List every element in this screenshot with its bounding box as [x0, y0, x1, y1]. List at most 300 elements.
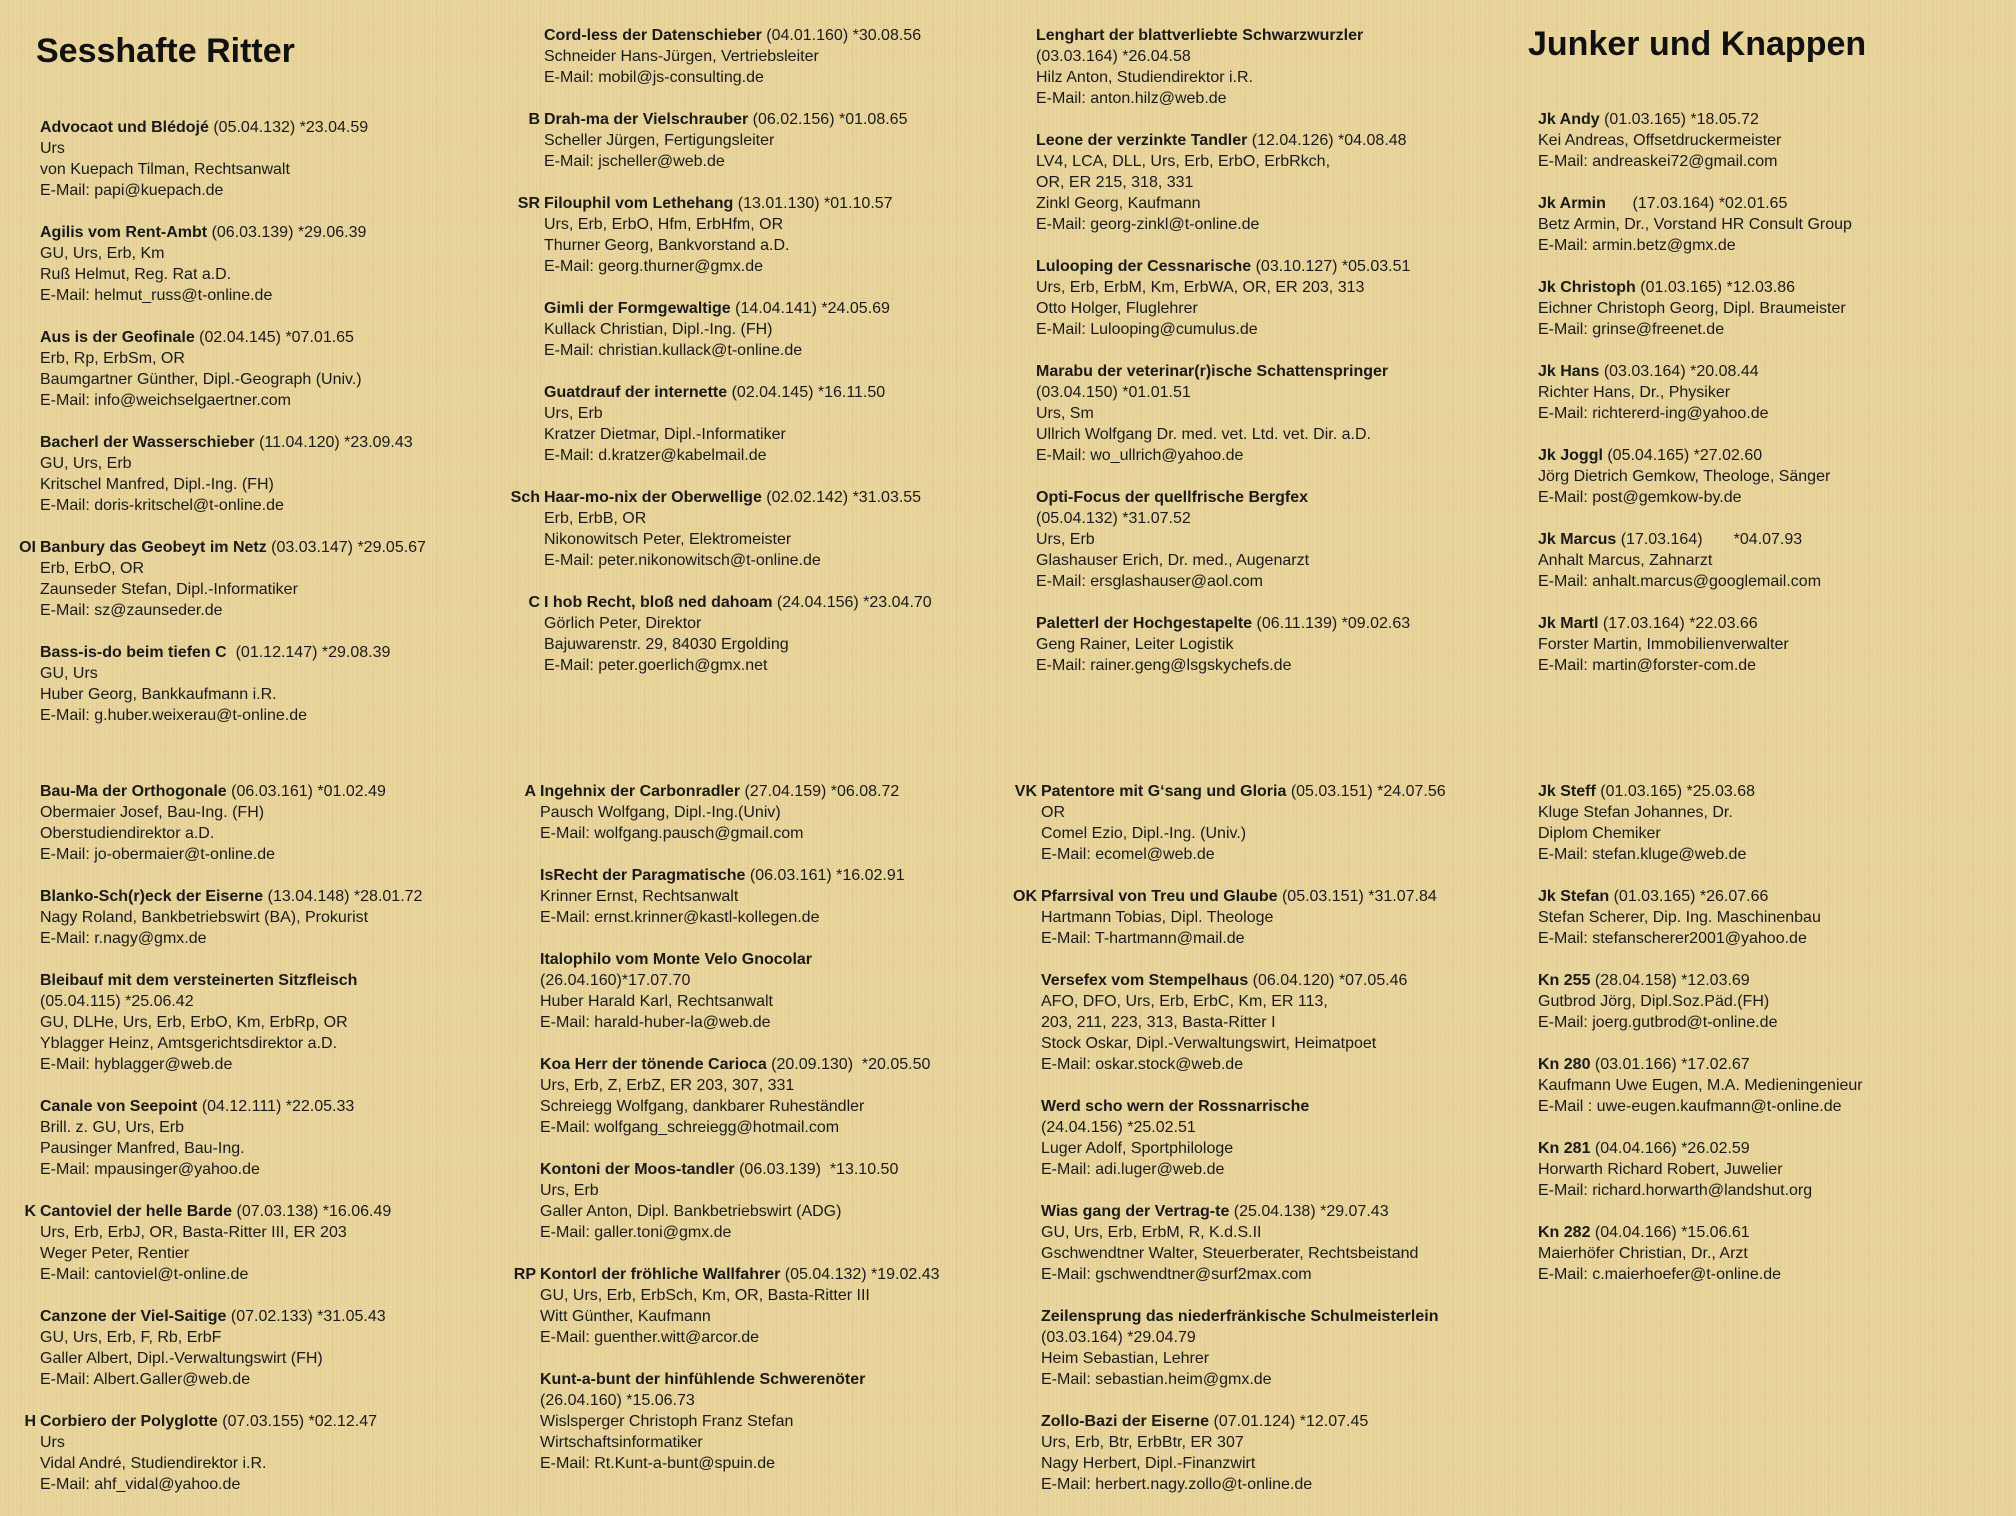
entry-email: E-Mail: r.nagy@gmx.de: [40, 930, 207, 947]
entry-dates: (20.09.130) *20.05.50: [766, 1056, 931, 1073]
entry-dates: (03.03.164) *20.08.44: [1599, 363, 1759, 380]
member-entry: [1538, 529, 2016, 592]
entry-detail-line: Kaufmann Uwe Eugen, M.A. Medieningenieur: [1538, 1077, 1863, 1094]
entry-mark: OK: [1013, 888, 1037, 905]
column-3-bottom: [1013, 781, 1531, 1516]
entry-header: [540, 1264, 1030, 1285]
entry-dates: (07.02.133) *31.05.43: [226, 1308, 386, 1325]
entry-header: [544, 592, 1034, 613]
knight-name: Bacherl der Wasserschieber: [40, 434, 255, 451]
knight-name: Lulooping der Cessnarische: [1036, 258, 1252, 275]
knight-name: Koa Herr der tönende Carioca: [540, 1056, 767, 1073]
entry-dates: (13.01.130) *01.10.57: [733, 195, 893, 212]
entry-detail-line: Urs, Erb, ErbO, Hfm, ErbHfm, OR: [544, 216, 784, 233]
entry-detail-line: Geng Rainer, Leiter Logistik: [1036, 636, 1234, 653]
entry-mark: VK: [1014, 783, 1037, 800]
entry-header: [544, 193, 1034, 214]
entry-detail-line: Urs, Erb: [540, 1182, 599, 1199]
knight-name: Opti-Focus der quellfrische Bergfex: [1036, 489, 1309, 506]
entry-email: E-Mail: ecomel@web.de: [1041, 846, 1215, 863]
column-1-bottom: [24, 781, 530, 1516]
entry-dates: (04.04.166) *26.02.59: [1590, 1140, 1750, 1157]
entry-dates: (05.04.165) *27.02.60: [1602, 447, 1763, 464]
entry-email: E-Mail: armin.betz@gmx.de: [1538, 237, 1736, 254]
column-4-top: [1538, 109, 2016, 697]
entry-detail-line: Betz Armin, Dr., Vorstand HR Consult Group: [1538, 216, 1852, 233]
entry-header: [1036, 361, 1526, 382]
entry-header: [1538, 1222, 2016, 1243]
entry-email: E-Mail: jo-obermaier@t-online.de: [40, 846, 275, 863]
knight-name: Kn 282: [1538, 1224, 1591, 1241]
entry-header: [540, 865, 1030, 886]
entry-mark: SR: [517, 195, 540, 212]
entry-detail-line: Galler Albert, Dipl.-Verwaltungswirt (FH): [40, 1350, 323, 1367]
column-3-top: [1036, 25, 1526, 697]
entry-detail-line: (05.04.132) *31.07.52: [1036, 510, 1191, 527]
entry-dates: (05.04.132) *19.02.43: [780, 1266, 940, 1283]
entry-detail-line: Urs: [40, 140, 65, 157]
entry-dates: (14.04.141) *24.05.69: [730, 300, 890, 317]
entry-email: E-Mail: anhalt.marcus@googlemail.com: [1538, 573, 1822, 590]
entry-detail-line: GU, Urs, Erb, ErbM, R, K.d.S.II: [1041, 1224, 1262, 1241]
member-entry: [1538, 613, 2016, 676]
entry-email: E-Mail: guenther.witt@arcor.de: [540, 1329, 760, 1346]
entry-header: [1538, 193, 2016, 214]
entry-header: [540, 1369, 1030, 1390]
member-entry: [40, 327, 530, 411]
entry-header: [40, 432, 530, 453]
entry-detail-line: Obermaier Josef, Bau-Ing. (FH): [40, 804, 265, 821]
entry-dates: (02.04.145) *07.01.65: [194, 329, 354, 346]
knight-name: Kn 255: [1538, 972, 1591, 989]
knight-name: Advocaot und Blédojé: [40, 119, 209, 136]
entry-email: E-Mail: ersglashauser@aol.com: [1036, 573, 1263, 590]
knight-name: Kn 281: [1538, 1140, 1591, 1157]
entry-mark: H: [24, 1413, 36, 1430]
member-entry: [540, 865, 1030, 928]
entry-detail-line: Nikonowitsch Peter, Elektromeister: [544, 531, 792, 548]
member-entry: [1538, 445, 2016, 508]
entry-dates: (05.03.151) *24.07.56: [1286, 783, 1446, 800]
entry-detail-line: Krinner Ernst, Rechtsanwalt: [540, 888, 739, 905]
knight-name: Cantoviel der helle Barde: [40, 1203, 233, 1220]
entry-dates: (03.10.127) *05.03.51: [1251, 258, 1411, 275]
entry-header: [1538, 277, 2016, 298]
entry-header: [40, 117, 530, 138]
entry-header: [40, 327, 530, 348]
entry-dates: (01.03.165) *26.07.66: [1609, 888, 1769, 905]
entry-email: E-Mail: rainer.geng@lsgskychefs.de: [1036, 657, 1292, 674]
knight-name: I hob Recht, bloß ned dahoam: [544, 594, 773, 611]
entry-dates: (05.03.151) *31.07.84: [1277, 888, 1437, 905]
member-entry: [1538, 886, 2016, 949]
entry-dates: (25.04.138) *29.07.43: [1229, 1203, 1389, 1220]
knight-name: Jk Christoph: [1538, 279, 1636, 296]
knight-name: Jk Martl: [1538, 615, 1599, 632]
entry-mark: C: [528, 594, 540, 611]
entry-header: [1538, 886, 2016, 907]
entry-detail-line: von Kuepach Tilman, Rechtsanwalt: [40, 161, 290, 178]
entry-header: [40, 1201, 530, 1222]
entry-detail-line: Oberstudiendirektor a.D.: [40, 825, 215, 842]
entry-detail-line: Schneider Hans-Jürgen, Vertriebsleiter: [544, 48, 819, 65]
entry-detail-line: (26.04.160) *15.06.73: [540, 1392, 695, 1409]
entry-detail-line: Zinkl Georg, Kaufmann: [1036, 195, 1201, 212]
member-entry: [1036, 361, 1526, 466]
entry-dates: (24.04.156) *23.04.70: [772, 594, 932, 611]
entry-dates: (06.04.120) *07.05.46: [1248, 972, 1408, 989]
knight-name: Paletterl der Hochgestapelte: [1036, 615, 1253, 632]
entry-detail-line: Weger Peter, Rentier: [40, 1245, 190, 1262]
member-entry: [40, 642, 530, 726]
entry-dates: (12.04.126) *04.08.48: [1247, 132, 1407, 149]
member-entry: [1036, 613, 1526, 676]
entry-detail-line: GU, Urs, Erb, F, Rb, ErbF: [40, 1329, 222, 1346]
member-entry: [40, 1096, 530, 1180]
entry-header: [40, 970, 530, 991]
column-4-bottom: [1538, 781, 2016, 1306]
knight-name: Bass-is-do beim tiefen C: [40, 644, 227, 661]
knight-name: Marabu der veterinar(r)ische Schattenspringer: [1036, 363, 1389, 380]
entry-email: E-Mail: peter.goerlich@gmx.net: [544, 657, 768, 674]
member-entry: [40, 886, 530, 949]
entry-header: [1041, 1411, 1531, 1432]
entry-detail-line: GU, Urs: [40, 665, 98, 682]
entry-detail-line: Bajuwarenstr. 29, 84030 Ergolding: [544, 636, 789, 653]
member-entry: [1538, 193, 2016, 256]
entry-email: E-Mail: ahf_vidal@yahoo.de: [40, 1476, 241, 1493]
entry-dates: (01.03.165) *12.03.86: [1635, 279, 1796, 296]
entry-email: E-Mail: sz@zaunseder.de: [40, 602, 223, 619]
entry-dates: (17.03.164) *02.01.65: [1605, 195, 1788, 212]
entry-detail-line: GU, DLHe, Urs, Erb, ErbO, Km, ErbRp, OR: [40, 1014, 348, 1031]
entry-header: [1041, 886, 1531, 907]
entry-header: [1538, 970, 2016, 991]
entry-email: E-Mail: anton.hilz@web.de: [1036, 90, 1227, 107]
entry-detail-line: Brill. z. GU, Urs, Erb: [40, 1119, 185, 1136]
entry-detail-line: Otto Holger, Fluglehrer: [1036, 300, 1198, 317]
entry-email: E-Mail: jscheller@web.de: [544, 153, 725, 170]
entry-detail-line: Urs, Erb: [1036, 531, 1095, 548]
entry-email: E-Mail: martin@forster-com.de: [1538, 657, 1757, 674]
entry-header: [544, 109, 1034, 130]
member-entry: [40, 781, 530, 865]
member-entry: [528, 592, 1034, 676]
member-entry: [1538, 970, 2016, 1033]
member-entry: [40, 222, 530, 306]
entry-email: E-Mail: Rt.Kunt-a-bunt@spuin.de: [540, 1455, 776, 1472]
entry-email: E-Mail: d.kratzer@kabelmail.de: [544, 447, 767, 464]
entry-detail-line: Kratzer Dietmar, Dipl.-Informatiker: [544, 426, 786, 443]
knight-name: Jk Andy: [1538, 111, 1600, 128]
entry-mark: A: [524, 783, 536, 800]
entry-email: E-Mail: wolfgang_schreiegg@hotmail.com: [540, 1119, 840, 1136]
entry-email: E-Mail: georg.thurner@gmx.de: [544, 258, 763, 275]
entry-detail-line: Ullrich Wolfgang Dr. med. vet. Ltd. vet. Dir. a.D.: [1036, 426, 1371, 443]
member-entry: [1036, 487, 1526, 592]
member-entry: [510, 487, 1034, 571]
entry-mark: RP: [513, 1266, 536, 1283]
entry-dates: (04.12.111) *22.05.33: [197, 1098, 355, 1115]
entry-detail-line: GU, Urs, Erb: [40, 455, 132, 472]
entry-email: E-Mail: info@weichselgaertner.com: [40, 392, 292, 409]
entry-header: [1538, 613, 2016, 634]
entry-dates: (02.04.145) *16.11.50: [727, 384, 886, 401]
entry-header: [540, 949, 1030, 970]
member-entry: [1041, 1306, 1531, 1390]
column-2-bottom: [513, 781, 1030, 1495]
entry-detail-line: Huber Georg, Bankkaufmann i.R.: [40, 686, 277, 703]
entry-detail-line: OR, ER 215, 318, 331: [1036, 174, 1194, 191]
knight-name: Bleibauf mit dem versteinerten Sitzfleisch: [40, 972, 358, 989]
member-entry: [1538, 109, 2016, 172]
entry-header: [40, 1411, 530, 1432]
entry-detail-line: Nagy Herbert, Dipl.-Finanzwirt: [1041, 1455, 1256, 1472]
entry-detail-line: Urs, Erb, Btr, ErbBtr, ER 307: [1041, 1434, 1244, 1451]
entry-header: [1036, 613, 1526, 634]
entry-header: [40, 1306, 530, 1327]
entry-detail-line: Jörg Dietrich Gemkow, Theologe, Sänger: [1538, 468, 1831, 485]
entry-dates: (04.01.160) *30.08.56: [761, 27, 922, 44]
entry-detail-line: Horwarth Richard Robert, Juwelier: [1538, 1161, 1783, 1178]
entry-detail-line: Richter Hans, Dr., Physiker: [1538, 384, 1731, 401]
entry-detail-line: Eichner Christoph Georg, Dipl. Braumeister: [1538, 300, 1846, 317]
knight-name: Blanko-Sch(r)eck der Eiserne: [40, 888, 264, 905]
knight-name: Haar-mo-nix der Oberwellige: [544, 489, 762, 506]
knight-name: Wias gang der Vertrag-te: [1041, 1203, 1230, 1220]
entry-dates: (27.04.159) *06.08.72: [740, 783, 900, 800]
entry-dates: (11.04.120) *23.09.43: [254, 434, 413, 451]
entry-detail-line: Pausch Wolfgang, Dipl.-Ing.(Univ): [540, 804, 781, 821]
member-entry: [544, 298, 1034, 361]
column-2-top: [510, 25, 1034, 697]
member-entry: [40, 970, 530, 1075]
member-entry: [1014, 781, 1531, 865]
member-entry: [1041, 1201, 1531, 1285]
entry-dates: (07.03.138) *16.06.49: [232, 1203, 392, 1220]
entry-email: E-Mail: richard.horwarth@landshut.org: [1538, 1182, 1813, 1199]
column-1-top: [19, 117, 530, 747]
member-entry: [1538, 1138, 2016, 1201]
member-entry: [540, 1369, 1030, 1474]
member-entry: [19, 537, 530, 621]
entry-header: [1036, 256, 1526, 277]
entry-email: E-Mail: richtererd-ing@yahoo.de: [1538, 405, 1769, 422]
entry-dates: (13.04.148) *28.01.72: [263, 888, 423, 905]
entry-mark: K: [24, 1203, 36, 1220]
knight-name: Jk Stefan: [1538, 888, 1610, 905]
entry-header: [540, 781, 1030, 802]
knight-name: Lenghart der blattverliebte Schwarzwurzler: [1036, 27, 1364, 44]
entry-detail-line: Comel Ezio, Dipl.-Ing. (Univ.): [1041, 825, 1247, 842]
entry-header: [544, 487, 1034, 508]
entry-email: E-Mail: stefan.kluge@web.de: [1538, 846, 1747, 863]
member-entry: [40, 117, 530, 201]
entry-detail-line: Kei Andreas, Offsetdruckermeister: [1538, 132, 1782, 149]
knight-name: Filouphil vom Lethehang: [544, 195, 734, 212]
knight-name: Canale von Seepoint: [40, 1098, 198, 1115]
entry-detail-line: (05.04.115) *25.06.42: [40, 993, 194, 1010]
entry-dates: (04.04.166) *15.06.61: [1590, 1224, 1750, 1241]
entry-header: [1041, 781, 1531, 802]
entry-email: E-Mail: wo_ullrich@yahoo.de: [1036, 447, 1244, 464]
entry-detail-line: Hartmann Tobias, Dipl. Theologe: [1041, 909, 1274, 926]
entry-email: E-Mail: georg-zinkl@t-online.de: [1036, 216, 1260, 233]
entry-dates: (03.03.147) *29.05.67: [266, 539, 426, 556]
entry-dates: (06.11.139) *09.02.63: [1252, 615, 1411, 632]
entry-header: [40, 1096, 530, 1117]
entry-detail-line: (03.04.150) *01.01.51: [1036, 384, 1191, 401]
entry-detail-line: Hilz Anton, Studiendirektor i.R.: [1036, 69, 1253, 86]
entry-email: E-Mail: Albert.Galler@web.de: [40, 1371, 251, 1388]
entry-detail-line: Diplom Chemiker: [1538, 825, 1661, 842]
entry-detail-line: Erb, Rp, ErbSm, OR: [40, 350, 185, 367]
knight-name: Cord-less der Datenschieber: [544, 27, 762, 44]
heading-sesshafte-ritter: Sesshafte Ritter: [36, 32, 295, 70]
entry-header: [1036, 487, 1526, 508]
entry-dates: (06.03.139) *13.10.50: [734, 1161, 899, 1178]
entry-header: [1538, 529, 2016, 550]
entry-detail-line: (03.03.164) *29.04.79: [1041, 1329, 1196, 1346]
entry-detail-line: Gutbrod Jörg, Dipl.Soz.Päd.(FH): [1538, 993, 1770, 1010]
member-entry: [40, 432, 530, 516]
entry-header: [1041, 1201, 1531, 1222]
entry-header: [540, 1159, 1030, 1180]
entry-detail-line: Luger Adolf, Sportphilologe: [1041, 1140, 1234, 1157]
knight-name: Kunt-a-bunt der hinfühlende Schwerenöter: [540, 1371, 866, 1388]
knight-name: Zollo-Bazi der Eiserne: [1041, 1413, 1210, 1430]
entry-detail-line: Vidal André, Studiendirektor i.R.: [40, 1455, 267, 1472]
knight-name: Aus is der Geofinale: [40, 329, 195, 346]
entry-email: E-Mail: peter.nikonowitsch@t-online.de: [544, 552, 821, 569]
entry-detail-line: Urs, Erb, ErbM, Km, ErbWA, OR, ER 203, 313: [1036, 279, 1365, 296]
entry-dates: (03.01.166) *17.02.67: [1590, 1056, 1750, 1073]
member-entry: [1041, 1411, 1531, 1495]
entry-detail-line: (24.04.156) *25.02.51: [1041, 1119, 1196, 1136]
knight-name: Italophilo vom Monte Velo Gnocolar: [540, 951, 813, 968]
entry-detail-line: Galler Anton, Dipl. Bankbetriebswirt (ADG): [540, 1203, 842, 1220]
entry-detail-line: Gschwendtner Walter, Steuerberater, Rechtsbeistand: [1041, 1245, 1419, 1262]
entry-detail-line: Stefan Scherer, Dip. Ing. Maschinenbau: [1538, 909, 1821, 926]
member-entry: [1036, 25, 1526, 109]
entry-header: [40, 537, 530, 558]
entry-detail-line: Baumgartner Günther, Dipl.-Geograph (Univ.): [40, 371, 362, 388]
entry-email: E-Mail: Lulooping@cumulus.de: [1036, 321, 1258, 338]
entry-email: E-Mail: helmut_russ@t-online.de: [40, 287, 273, 304]
entry-detail-line: Witt Günther, Kaufmann: [540, 1308, 711, 1325]
entry-dates: (07.01.124) *12.07.45: [1209, 1413, 1369, 1430]
member-entry: [544, 382, 1034, 466]
member-entry: [1538, 781, 2016, 865]
entry-email: E-Mail: andreaskei72@gmail.com: [1538, 153, 1778, 170]
entry-detail-line: 203, 211, 223, 313, Basta-Ritter I: [1041, 1014, 1276, 1031]
knight-name: IsRecht der Paragmatische: [540, 867, 746, 884]
entry-email: E-Mail: oskar.stock@web.de: [1041, 1056, 1244, 1073]
entry-header: [540, 1054, 1030, 1075]
entry-detail-line: Heim Sebastian, Lehrer: [1041, 1350, 1210, 1367]
entry-header: [1041, 1306, 1531, 1327]
member-entry: [1538, 361, 2016, 424]
entry-header: [1041, 1096, 1531, 1117]
entry-detail-line: OR: [1041, 804, 1065, 821]
entry-header: [544, 382, 1034, 403]
entry-header: [544, 298, 1034, 319]
knight-name: Ingehnix der Carbonradler: [540, 783, 741, 800]
member-entry: [1538, 1222, 2016, 1285]
entry-email: E-Mail: joerg.gutbrod@t-online.de: [1538, 1014, 1778, 1031]
knight-name: Drah-ma der Vielschrauber: [544, 111, 749, 128]
entry-header: [1538, 781, 2016, 802]
member-entry: [24, 1201, 530, 1285]
knight-name: Banbury das Geobeyt im Netz: [40, 539, 267, 556]
knight-name: Gimli der Formgewaltige: [544, 300, 731, 317]
member-entry: [1036, 130, 1526, 235]
knight-name: Jk Marcus: [1538, 531, 1617, 548]
entry-detail-line: Kluge Stefan Johannes, Dr.: [1538, 804, 1733, 821]
entry-header: [1036, 130, 1526, 151]
knight-name: Versefex vom Stempelhaus: [1041, 972, 1249, 989]
entry-email: E-Mail: ernst.krinner@kastl-kollegen.de: [540, 909, 820, 926]
member-entry: [1036, 256, 1526, 340]
entry-detail-line: Scheller Jürgen, Fertigungsleiter: [544, 132, 775, 149]
entry-header: [1538, 1138, 2016, 1159]
member-entry: [517, 193, 1034, 277]
knight-name: Jk Hans: [1538, 363, 1600, 380]
entry-detail-line: Yblagger Heinz, Amtsgerichtsdirektor a.D.: [40, 1035, 338, 1052]
knight-name: Kontorl der fröhliche Wallfahrer: [540, 1266, 781, 1283]
entry-header: [40, 781, 530, 802]
entry-email: E-Mail: adi.luger@web.de: [1041, 1161, 1225, 1178]
entry-email: E-Mail: post@gemkow-by.de: [1538, 489, 1742, 506]
entry-email: E-Mail: christian.kullack@t-online.de: [544, 342, 803, 359]
entry-detail-line: Huber Harald Karl, Rechtsanwalt: [540, 993, 773, 1010]
entry-detail-line: Erb, ErbO, OR: [40, 560, 145, 577]
member-entry: [40, 1306, 530, 1390]
entry-detail-line: Urs, Erb: [544, 405, 603, 422]
entry-detail-line: Schreiegg Wolfgang, dankbarer Ruheständler: [540, 1098, 865, 1115]
member-entry: [528, 109, 1034, 172]
knight-name: Jk Armin: [1538, 195, 1606, 212]
entry-detail-line: Kullack Christian, Dipl.-Ing. (FH): [544, 321, 773, 338]
entry-detail-line: Wislsperger Christoph Franz Stefan: [540, 1413, 794, 1430]
member-entry: [1013, 886, 1531, 949]
entry-detail-line: GU, Urs, Erb, Km: [40, 245, 165, 262]
entry-email: E-Mail: c.maierhoefer@t-online.de: [1538, 1266, 1782, 1283]
entry-dates: (01.03.165) *18.05.72: [1599, 111, 1759, 128]
knight-name: Guatdrauf der internette: [544, 384, 728, 401]
entry-email: E-Mail: gschwendtner@surf2max.com: [1041, 1266, 1312, 1283]
entry-header: [1538, 1054, 2016, 1075]
entry-detail-line: Urs, Erb, Z, ErbZ, ER 203, 307, 331: [540, 1077, 795, 1094]
entry-email: E-Mail: mobil@js-consulting.de: [544, 69, 764, 86]
entry-dates: (06.02.156) *01.08.65: [748, 111, 908, 128]
knight-name: Patentore mit G‘sang und Gloria: [1041, 783, 1287, 800]
entry-dates: (07.03.155) *02.12.47: [217, 1413, 378, 1430]
entry-detail-line: Thurner Georg, Bankvorstand a.D.: [544, 237, 790, 254]
entry-detail-line: Pausinger Manfred, Bau-Ing.: [40, 1140, 245, 1157]
entry-dates: (01.03.165) *25.03.68: [1595, 783, 1756, 800]
member-entry: [540, 1054, 1030, 1138]
heading-junker-und-knappen: Junker und Knappen: [1528, 25, 1867, 63]
member-entry: [540, 1159, 1030, 1243]
entry-header: [1538, 445, 2016, 466]
entry-detail-line: Zaunseder Stefan, Dipl.-Informatiker: [40, 581, 298, 598]
entry-detail-line: Maierhöfer Christian, Dr., Arzt: [1538, 1245, 1748, 1262]
entry-dates: (28.04.158) *12.03.69: [1590, 972, 1750, 989]
entry-dates: (05.04.132) *23.04.59: [208, 119, 369, 136]
member-entry: [1538, 1054, 2016, 1117]
entry-dates: (01.12.147) *29.08.39: [226, 644, 391, 661]
